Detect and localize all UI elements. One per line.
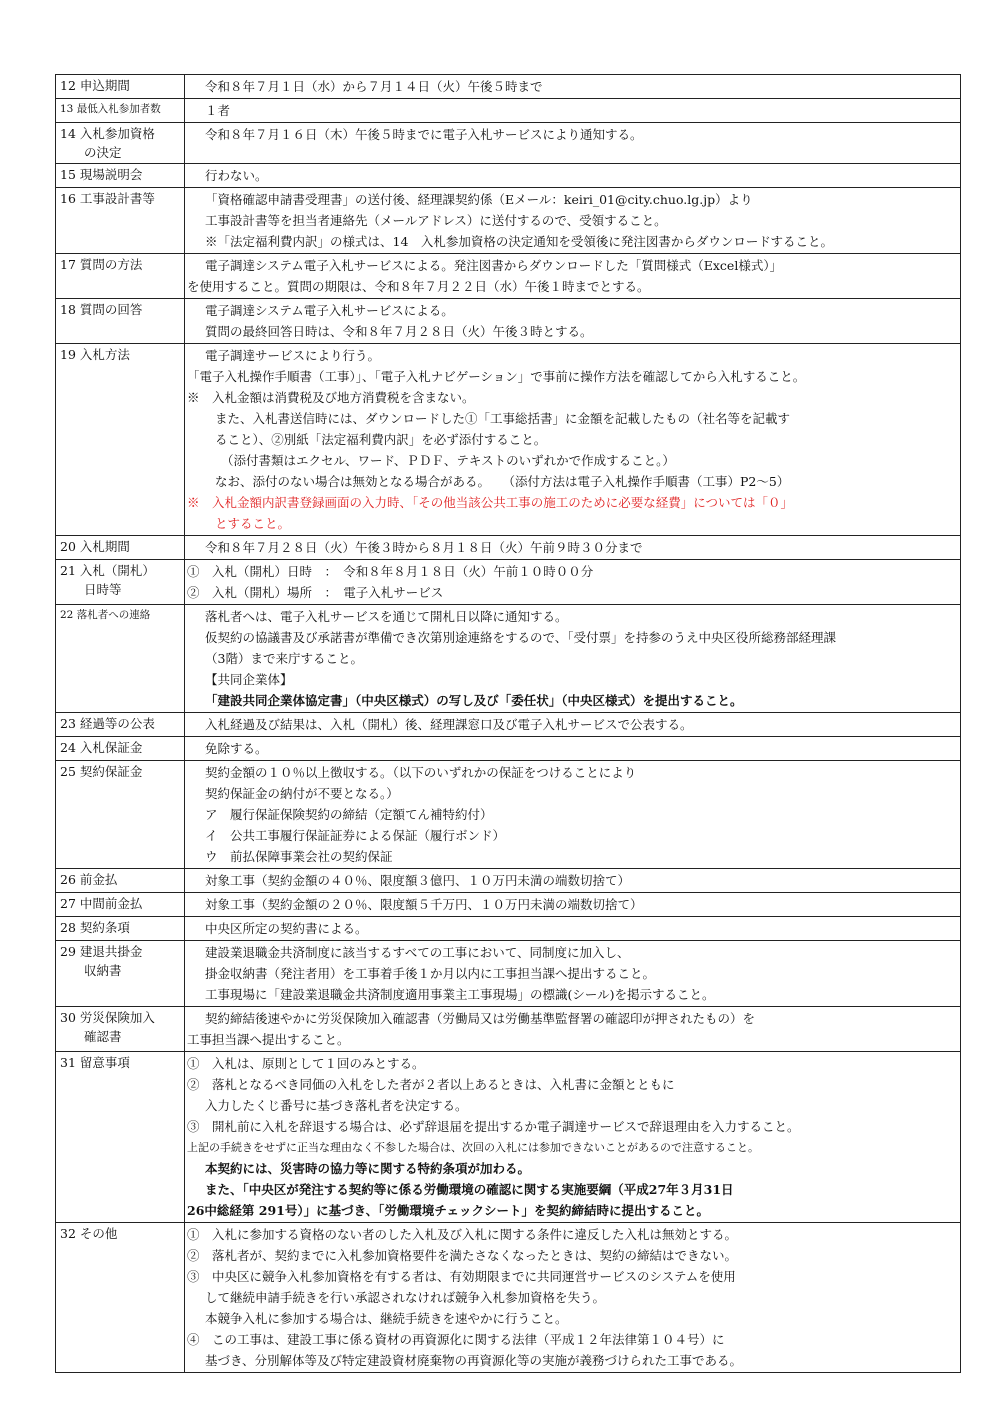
item-label-cell — [56, 893, 185, 917]
item-label: 確認書 — [84, 1029, 122, 1044]
item-label-cell — [56, 1223, 185, 1373]
item-label: 留意事項 — [79, 1055, 130, 1070]
item-label-cell — [56, 75, 185, 99]
item-content-cell — [185, 536, 961, 560]
item-content-cell — [185, 893, 961, 917]
item-label-cell — [56, 536, 185, 560]
item-number: 19 — [60, 347, 76, 362]
content-line: （添付書類はエクセル、ワード、ＰＤＦ、テキストのいずれかで作成すること。） — [221, 453, 675, 468]
content-line: ③ 中央区に競争入札参加資格を有する者は、有効期限までに共同運営サービスのシステムを使用 — [187, 1269, 736, 1284]
content-line: ※ 入札金額は消費税及び地方消費税を含まない。 — [187, 390, 475, 405]
item-content-cell — [185, 123, 961, 164]
content-line: ② 落札となるべき同価の入札をした者が２者以上あるときは、入札書に金額とともに — [187, 1077, 675, 1092]
item-number: 26 — [60, 872, 76, 887]
content-line: 工事設計書等を担当者連絡先（メールアドレス）に送付するので、受領すること。 — [205, 213, 667, 228]
content-line: 「電子入札操作手順書（工事）」、「電子入札ナビゲーション」で事前に操作方法を確認してから入札すること。 — [187, 369, 806, 384]
item-label-cell — [56, 941, 185, 1007]
item-content-cell — [185, 560, 961, 605]
item-content-cell — [185, 941, 961, 1007]
content-line: （3階）まで来庁すること。 — [205, 651, 363, 666]
content-line: ③ 開札前に入札を辞退する場合は、必ず辞退届を提出するか電子調達サービスで辞退理由を入力すること。 — [187, 1119, 800, 1134]
item-label: 建退共掛金 — [79, 944, 143, 959]
item-number: 12 — [60, 78, 76, 93]
item-content-cell — [185, 917, 961, 941]
item-label-cell — [56, 164, 185, 188]
item-label-cell — [56, 1007, 185, 1052]
item-label-cell — [56, 299, 185, 344]
content-line: 電子調達サービスにより行う。 — [205, 348, 381, 363]
item-content-cell — [185, 737, 961, 761]
item-number: 30 — [60, 1010, 76, 1025]
item-label-cell — [56, 560, 185, 605]
item-label: その他 — [79, 1226, 118, 1241]
item-number: 20 — [60, 539, 76, 554]
item-label: 現場説明会 — [79, 167, 143, 182]
content-line: 落札者へは、電子入札サービスを通じて開札日以降に通知する。 — [205, 609, 568, 624]
item-label: 日時等 — [84, 582, 122, 597]
content-line: 令和８年７月２８日（火）午後３時から８月１８日（火）午前９時３０分まで — [205, 540, 643, 555]
content-line: また、「中央区が発注する契約等に係る労働環境の確認に関する実施要綱（平成27年３月31日 — [205, 1182, 734, 1197]
item-number: 24 — [60, 740, 76, 755]
content-line: ること）、②別紙「法定福利費内訳」を必ず添付すること。 — [215, 432, 547, 447]
table-row — [56, 893, 961, 917]
table-row — [56, 123, 961, 164]
item-label-cell — [56, 188, 185, 254]
content-line: 「建設共同企業体協定書」（中央区様式）の写し及び「委任状」（中央区様式）を提出すること。 — [205, 693, 743, 708]
item-label: 入札（開札） — [79, 563, 155, 578]
table-row — [56, 164, 961, 188]
content-line: 契約保証金の納付が不要となる。） — [205, 786, 399, 801]
table-row — [56, 1007, 961, 1052]
content-line: 本競争入札に参加する場合は、継続手続きを速やかに行うこと。 — [205, 1311, 568, 1326]
content-line: 上記の手続きをせずに正当な理由なく不参した場合は、次回の入札には参加できないことがあるので注意すること。 — [187, 1141, 759, 1154]
item-content-cell — [185, 299, 961, 344]
item-content-cell — [185, 99, 961, 123]
item-label-cell — [56, 99, 185, 123]
item-label: 入札保証金 — [79, 740, 143, 755]
content-line: 令和８年７月１６日（木）午後５時までに電子入札サービスにより通知する。 — [205, 127, 643, 142]
item-label-cell — [56, 737, 185, 761]
item-label: 契約条項 — [79, 920, 130, 935]
table-row — [56, 761, 961, 869]
content-line: 行わない。 — [205, 168, 268, 183]
item-label: 入札方法 — [79, 347, 130, 362]
content-line: 入札経過及び結果は、入札（開札）後、経理課窓口及び電子入札サービスで公表する。 — [205, 717, 693, 732]
item-number: 28 — [60, 920, 76, 935]
item-content-cell — [185, 344, 961, 536]
bid-conditions-table — [55, 74, 961, 1373]
item-label-cell — [56, 344, 185, 536]
table-row — [56, 75, 961, 99]
content-line: 電子調達システム電子入札サービスによる。発注図書からダウンロードした「質問様式（Excel様式）」 — [205, 258, 783, 273]
content-line: 掛金収納書（発注者用）を工事着手後１か月以内に工事担当課へ提出すること。 — [205, 966, 656, 981]
table-row — [56, 605, 961, 713]
content-line: また、入札書送信時には、ダウンロードした①「工事総括書」に金額を記載したもの（社名等を記載す — [215, 411, 791, 426]
item-content-cell — [185, 1007, 961, 1052]
item-content-cell — [185, 188, 961, 254]
content-line: ① 入札（開札）日時 ： 令和８年８月１８日（火）午前１０時００分 — [187, 564, 594, 579]
item-number: 18 — [60, 302, 76, 317]
item-number: 27 — [60, 896, 76, 911]
item-content-cell — [185, 713, 961, 737]
table-row — [56, 254, 961, 299]
content-line: 質問の最終回答日時は、令和８年７月２８日（火）午後３時とする。 — [205, 324, 593, 339]
item-content-cell — [185, 869, 961, 893]
content-line: 免除する。 — [205, 741, 268, 756]
item-content-cell — [185, 164, 961, 188]
item-content-cell — [185, 761, 961, 869]
table-row — [56, 1223, 961, 1373]
content-line: 【共同企業体】 — [205, 672, 293, 687]
content-line: して継続申請手続きを行い承認されなければ競争入札参加資格を失う。 — [205, 1290, 606, 1305]
content-line: 建設業退職金共済制度に該当するすべての工事において、同制度に加入し、 — [205, 945, 630, 960]
item-label: 落札者への連絡 — [76, 609, 151, 621]
item-number: 25 — [60, 764, 76, 779]
content-line: 本契約には、災害時の協力等に関する特約条項が加わる。 — [205, 1161, 531, 1176]
table-row — [56, 713, 961, 737]
content-line: 工事担当課へ提出すること。 — [187, 1032, 350, 1047]
item-number: 23 — [60, 716, 76, 731]
content-line: ① 入札は、原則として１回のみとする。 — [187, 1056, 425, 1071]
item-label: 質問の回答 — [79, 302, 143, 317]
content-line: を使用すること。質問の期限は、令和８年７月２２日（水）午後１時までとする。 — [187, 279, 650, 294]
item-label: 質問の方法 — [79, 257, 143, 272]
item-label-cell — [56, 917, 185, 941]
item-label: 入札期間 — [79, 539, 130, 554]
item-label-cell — [56, 123, 185, 164]
table-row — [56, 188, 961, 254]
content-line: イ 公共工事履行保証証券による保証（履行ボンド） — [205, 828, 506, 843]
content-line: 対象工事（契約金額の２０％、限度額５千万円、１０万円未満の端数切捨て） — [205, 897, 643, 912]
table-row — [56, 737, 961, 761]
item-label: 労災保険加入 — [79, 1010, 155, 1025]
content-line: ア 履行保証保険契約の締結（定額てん補特約付） — [205, 807, 493, 822]
item-label: 中間前金払 — [79, 896, 143, 911]
item-number: 31 — [60, 1055, 76, 1070]
content-line: 対象工事（契約金額の４０％、限度額３億円、１０万円未満の端数切捨て） — [205, 873, 631, 888]
item-content-cell — [185, 75, 961, 99]
item-content-cell — [185, 605, 961, 713]
content-line: 入力したくじ番号に基づき落札者を決定する。 — [205, 1098, 468, 1113]
item-label-cell — [56, 1052, 185, 1223]
table-row — [56, 344, 961, 536]
item-label: 収納書 — [84, 963, 122, 978]
item-number: 22 — [60, 609, 74, 621]
table-row — [56, 560, 961, 605]
item-number: 14 — [60, 126, 76, 141]
item-label: 最低入札参加者数 — [76, 103, 161, 115]
content-line: 令和８年７月１日（水）から７月１４日（火）午後５時まで — [205, 79, 543, 94]
item-label-cell — [56, 254, 185, 299]
item-number: 16 — [60, 191, 76, 206]
item-content-cell — [185, 1052, 961, 1223]
content-line: 契約金額の１０％以上徴収する。（以下のいずれかの保証をつけることにより — [205, 765, 637, 780]
table-row — [56, 536, 961, 560]
table-row — [56, 99, 961, 123]
item-label: 申込期間 — [79, 78, 130, 93]
content-line: なお、添付のない場合は無効となる場合がある。 （添付方法は電子入札操作手順書（工事）P2～5） — [215, 474, 790, 489]
item-label-cell — [56, 761, 185, 869]
content-line: 基づき、分別解体等及び特定建設資材廃棄物の再資源化等の実施が義務づけられた工事である。 — [205, 1353, 743, 1368]
content-line: ※「法定福利費内訳」の様式は、14 入札参加資格の決定通知を受領後に発注図書からダウンロードすること。 — [205, 234, 834, 249]
table-row — [56, 941, 961, 1007]
item-label: の決定 — [84, 145, 122, 160]
item-number: 29 — [60, 944, 76, 959]
content-line: ② 落札者が、契約までに入札参加資格要件を満たさなくなったときは、契約の締結はできない。 — [187, 1248, 738, 1263]
item-number: 17 — [60, 257, 76, 272]
content-line: ② 入札（開札）場所 ： 電子入札サービス — [187, 585, 444, 600]
content-line: 「資格確認申請書受理書」の送付後、経理課契約係（Eメール：keiri_01@city.chuo.lg.jp）より — [205, 192, 753, 207]
item-label-cell — [56, 869, 185, 893]
item-label: 入札参加資格 — [79, 126, 155, 141]
item-number: 21 — [60, 563, 76, 578]
content-line: 中央区所定の契約書による。 — [205, 921, 368, 936]
item-label-cell — [56, 713, 185, 737]
item-content-cell — [185, 254, 961, 299]
content-line: １者 — [205, 103, 231, 118]
table-row — [56, 1052, 961, 1223]
content-line: ※ 入札金額内訳書登録画面の入力時、「その他当該公共工事の施工のために必要な経費」については「０」 — [187, 495, 794, 510]
item-label: 契約保証金 — [79, 764, 143, 779]
item-number: 13 — [60, 103, 74, 115]
item-label-cell — [56, 605, 185, 713]
item-content-cell — [185, 1223, 961, 1373]
content-line: ① 入札に参加する資格のない者のした入札及び入札に関する条件に違反した入札は無効とする。 — [187, 1227, 738, 1242]
content-line: 26中総経第 291号）」に基づき、「労働環境チェックシート」を契約締結時に提出すること。 — [187, 1203, 709, 1218]
content-line: 工事現場に「建設業退職金共済制度適用事業主工事現場」の標識(シール)を掲示すること。 — [205, 987, 715, 1002]
item-label: 前金払 — [79, 872, 118, 887]
item-number: 15 — [60, 167, 76, 182]
table-row — [56, 869, 961, 893]
content-line: 仮契約の協議書及び承諾書が準備でき次第別途連絡をするので、「受付票」を持参のうえ中央区役所総務部経理課 — [205, 630, 837, 645]
item-label: 経過等の公表 — [79, 716, 155, 731]
content-line: とすること。 — [215, 516, 291, 531]
content-line: ウ 前払保障事業会社の契約保証 — [205, 849, 393, 864]
table-body — [56, 75, 961, 1373]
content-line: 電子調達システム電子入札サービスによる。 — [205, 303, 454, 318]
item-label: 工事設計書等 — [79, 191, 155, 206]
content-line: 契約締結後速やかに労災保険加入確認書（労働局又は労働基準監督署の確認印が押されたもの）を — [205, 1011, 756, 1026]
table-row — [56, 917, 961, 941]
item-number: 32 — [60, 1226, 76, 1241]
table-row — [56, 299, 961, 344]
content-line: ④ この工事は、建設工事に係る資材の再資源化に関する法律（平成１２年法律第１０４号）に — [187, 1332, 725, 1347]
